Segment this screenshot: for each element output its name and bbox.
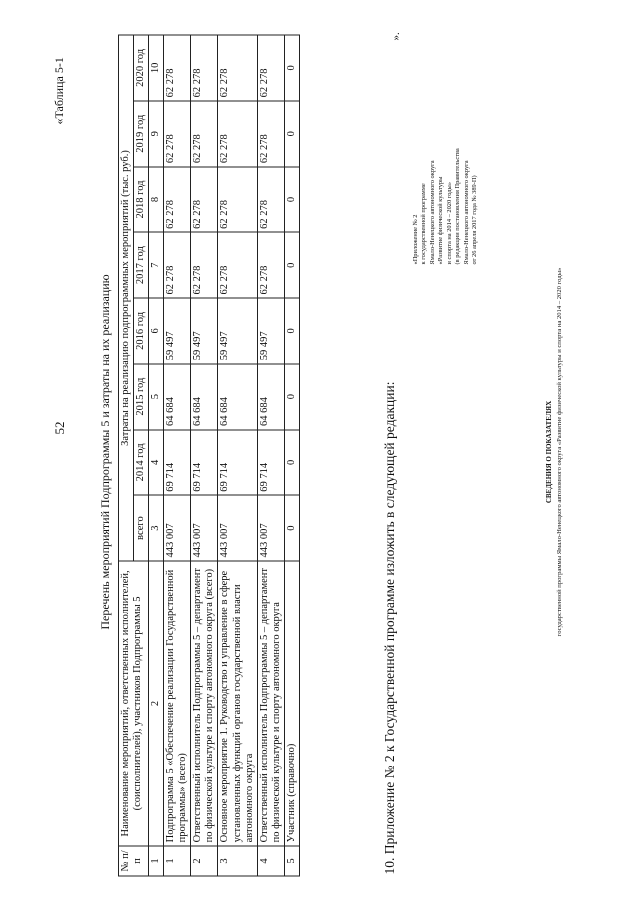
value-cell: 62 278	[191, 35, 218, 101]
row-number: 3	[218, 846, 257, 876]
header-costs: Затраты на реализацию подпрограммных мероприятий (тыс. руб.)	[119, 35, 134, 561]
appendix-line: (в редакции постановления Правительства	[454, 148, 462, 265]
index-cell: 3	[149, 495, 164, 561]
value-cell: 443 007	[218, 495, 257, 561]
table-title: Перечень мероприятий Подпрограммы 5 и затраты на их реализацию	[98, 274, 112, 630]
row-number: 2	[191, 846, 218, 876]
value-cell: 0	[284, 298, 299, 364]
index-row	[149, 35, 164, 876]
row-name: Ответственный исполнитель Подпрограммы 5 – департамент по физической культуре и спорту автономного округа	[257, 561, 284, 846]
indicators-subtitle: государственной программы Ямало-Ненецкого автономного округа «Развитие физической культуры и спорта на 2014 – 2020 годы»	[556, 267, 563, 637]
value-cell: 443 007	[164, 495, 191, 561]
value-cell: 62 278	[218, 167, 257, 233]
value-cell: 62 278	[164, 232, 191, 298]
table-label: «Таблица 5-1	[52, 57, 66, 125]
appendix-line: Ямало-Ненецкого автономного округа	[462, 160, 470, 265]
value-cell: 62 278	[191, 167, 218, 233]
header-year: 2016 год	[134, 298, 149, 364]
item-10-paragraph: 10. Приложение № 2 к Государственной программе изложить в следующей редакции:	[382, 381, 397, 875]
value-cell: 62 278	[257, 35, 284, 101]
value-cell: 59 497	[218, 298, 257, 364]
header-year: 2014 год	[134, 430, 149, 496]
value-cell: 62 278	[218, 232, 257, 298]
value-cell: 69 714	[164, 430, 191, 496]
value-cell: 0	[284, 495, 299, 561]
value-cell: 59 497	[257, 298, 284, 364]
index-cell: 4	[149, 430, 164, 496]
value-cell: 62 278	[257, 167, 284, 233]
value-cell: 62 278	[164, 167, 191, 233]
header-year: 2015 год	[134, 364, 149, 430]
value-cell: 0	[284, 232, 299, 298]
value-cell: 62 278	[218, 35, 257, 101]
table-row	[257, 35, 284, 876]
row-number: 4	[257, 846, 284, 876]
value-cell: 62 278	[164, 101, 191, 167]
index-cell: 9	[149, 101, 164, 167]
value-cell: 59 497	[164, 298, 191, 364]
value-cell: 62 278	[191, 232, 218, 298]
table-row	[164, 35, 191, 876]
value-cell: 0	[284, 35, 299, 101]
value-cell: 69 714	[218, 430, 257, 496]
measures-table	[118, 35, 300, 877]
value-cell: 64 684	[257, 364, 284, 430]
value-cell: 0	[284, 430, 299, 496]
header-year: 2019 год	[134, 101, 149, 167]
appendix-header	[412, 60, 480, 265]
appendix-line: к государственной программе	[420, 183, 428, 265]
row-name: Подпрограмма 5 «Обеспечение реализации Государственной программы» (всего)	[164, 561, 191, 846]
header-year: 2017 год	[134, 232, 149, 298]
value-cell: 62 278	[257, 101, 284, 167]
row-name: Основное мероприятие 1. Руководство и управление в сфере установленных функций органов государственной власти автономного округа	[218, 561, 257, 846]
appendix-line: Ямало-Ненецкого автономного округа	[428, 160, 436, 265]
value-cell: 62 278	[257, 232, 284, 298]
value-cell: 62 278	[191, 101, 218, 167]
value-cell: 69 714	[191, 430, 218, 496]
row-name: Ответственный исполнитель Подпрограммы 5 – департамент по физической культуре и спорту автономного округа (всего)	[191, 561, 218, 846]
appendix-line: и спорта на 2014 – 2020 годы»	[445, 181, 453, 265]
row-number: 5	[284, 846, 299, 876]
value-cell: 62 278	[164, 35, 191, 101]
value-cell: 0	[284, 364, 299, 430]
header-total: всего	[134, 495, 149, 561]
index-cell: 5	[149, 364, 164, 430]
value-cell: 0	[284, 101, 299, 167]
value-cell: 0	[284, 167, 299, 233]
value-cell: 64 684	[218, 364, 257, 430]
row-number: 1	[164, 846, 191, 876]
index-cell: 8	[149, 167, 164, 233]
appendix-line: «Развитие физической культуры	[437, 176, 445, 265]
row-name: Участник (справочно)	[284, 561, 299, 846]
value-cell: 59 497	[191, 298, 218, 364]
index-cell: 1	[149, 846, 164, 876]
table-row	[284, 35, 299, 876]
value-cell: 443 007	[191, 495, 218, 561]
table-row	[218, 35, 257, 876]
header-year: 2020 год	[134, 35, 149, 101]
index-cell: 2	[149, 561, 164, 846]
closing-quote: ».	[390, 32, 402, 41]
value-cell: 62 278	[218, 101, 257, 167]
value-cell: 443 007	[257, 495, 284, 561]
value-cell: 64 684	[191, 364, 218, 430]
appendix-line: от 26 апреля 2017 года № 389-П)	[471, 175, 479, 265]
index-cell: 7	[149, 232, 164, 298]
value-cell: 64 684	[164, 364, 191, 430]
table-row	[191, 35, 218, 876]
page-number: 52	[52, 421, 67, 435]
header-num: № п/п	[119, 846, 149, 876]
index-cell: 10	[149, 35, 164, 101]
value-cell: 69 714	[257, 430, 284, 496]
index-cell: 6	[149, 298, 164, 364]
indicators-title: СВЕДЕНИЯ О ПОКАЗАТЕЛЯХ	[545, 400, 553, 504]
header-year: 2018 год	[134, 167, 149, 233]
appendix-line: «Приложение № 2	[412, 214, 419, 265]
header-name: Наименование мероприятий, ответственных исполнителей, (соисполнителей), участников Подпрограммы 5	[119, 561, 149, 846]
